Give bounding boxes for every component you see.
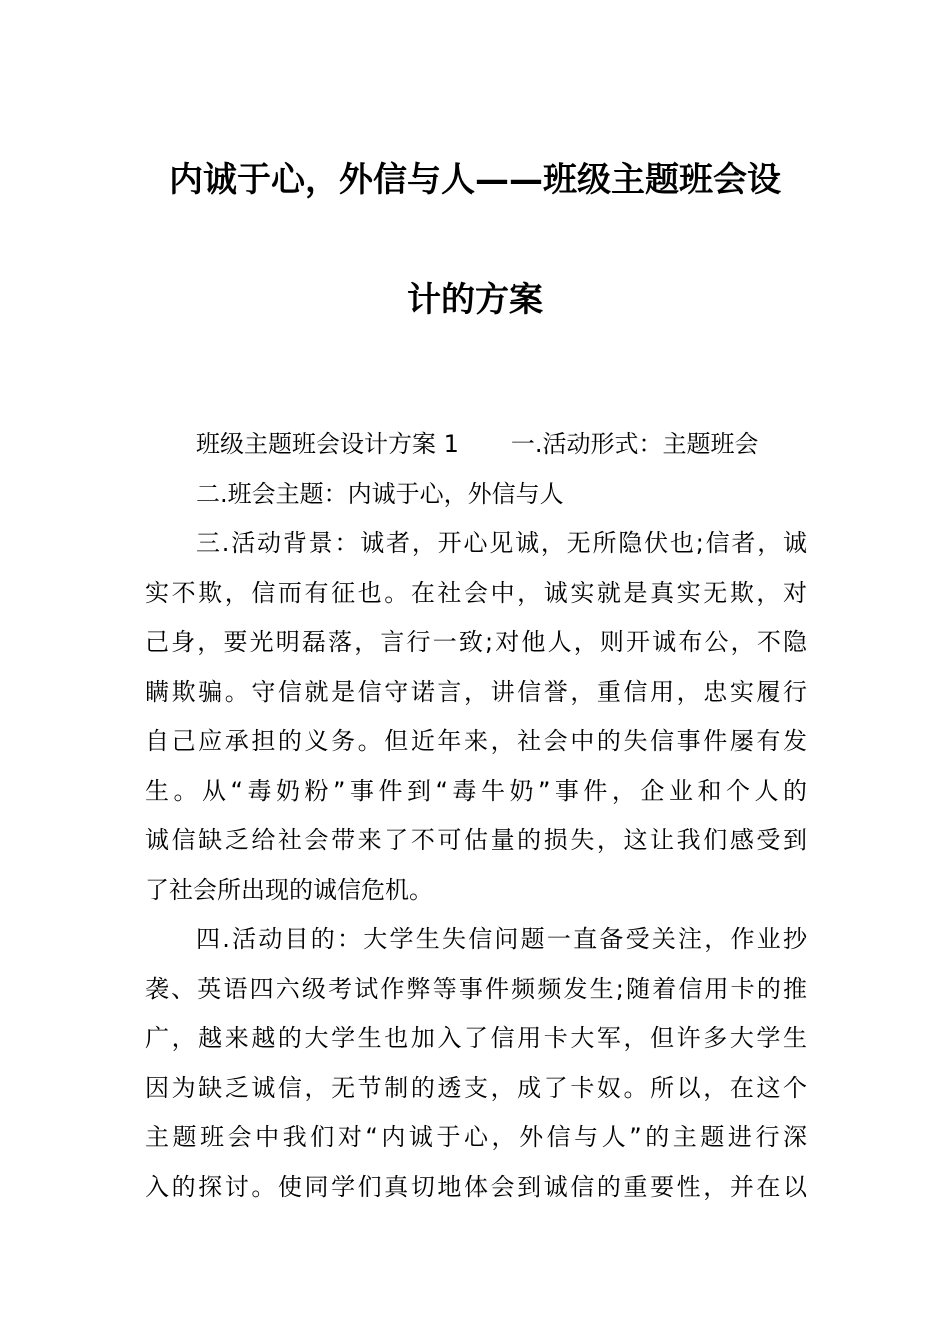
paragraph-line: 袭、英语四六级考试作弊等事件频频发生;随着信用卡的推: [145, 974, 807, 1003]
paragraph-line: 己身，要光明磊落，言行一致;对他人，则开诚布公，不隐: [145, 628, 807, 656]
paragraph-line: 因为缺乏诚信，无节制的透支，成了卡奴。所以，在这个: [145, 1073, 807, 1102]
paragraph-line: 生。从“毒奶粉”事件到“毒牛奶”事件，企业和个人的: [145, 776, 807, 805]
paragraph-line: 诚信缺乏给社会带来了不可估量的损失，这让我们感受到: [145, 826, 807, 854]
paragraph-line: 入的探讨。使同学们真切地体会到诚信的重要性，并在以: [145, 1172, 807, 1201]
paragraph-line: 实不欺，信而有征也。在社会中，诚实就是真实无欺，对: [145, 578, 807, 607]
paragraph-line: 瞒欺骗。守信就是信守诺言，讲信誉，重信用，忠实履行: [145, 677, 807, 706]
activity-form: 一.活动形式：主题班会: [510, 430, 759, 458]
document-title-line-1: 内诚于心，外信与人——班级主题班会设: [169, 160, 781, 200]
intro-line: [145, 420, 807, 470]
document-body: [145, 420, 807, 1212]
paragraph-line: 广，越来越的大学生也加入了信用卡大军，但许多大学生: [145, 1024, 807, 1052]
paragraph-line: 主题班会中我们对“内诚于心，外信与人”的主题进行深: [145, 1123, 807, 1151]
paragraph-line: 了社会所出现的诚信危机。: [145, 875, 433, 904]
plan-heading: 班级主题班会设计方案 1: [196, 430, 459, 458]
document-title-line-2: 计的方案: [407, 280, 543, 320]
paragraph-line: 自己应承担的义务。但近年来，社会中的失信事件屡有发: [145, 727, 807, 755]
paragraph-line: 三.活动背景：诚者，开心见诚，无所隐伏也;信者，诚: [196, 529, 807, 557]
paragraph-line: 四.活动目的：大学生失信问题一直备受关注，作业抄: [196, 925, 807, 953]
paragraph-line: 二.班会主题：内诚于心，外信与人: [196, 479, 564, 508]
